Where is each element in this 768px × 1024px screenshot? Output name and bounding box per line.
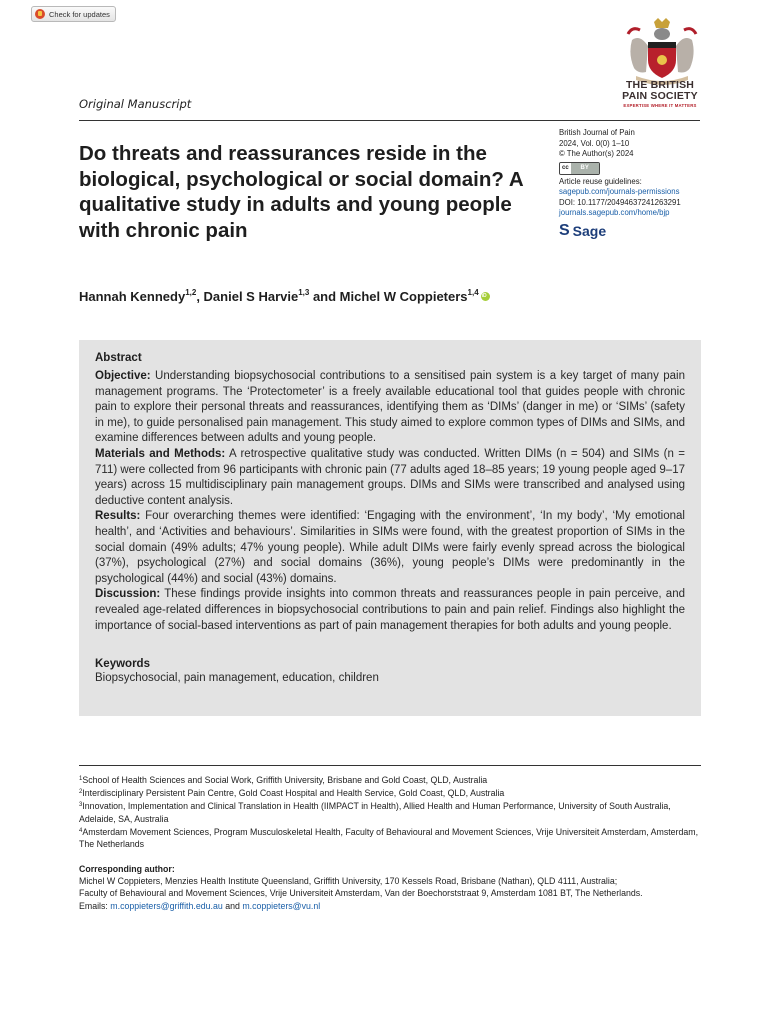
affiliation-number: 1: [79, 776, 83, 782]
sage-wordmark: Sage: [572, 222, 607, 239]
journal-info: [559, 128, 709, 239]
affiliation-number: 4: [79, 827, 83, 834]
author-list: [79, 288, 490, 304]
section-text: Understanding biopsychosocial contributions to a sensitised pain system is a key target of many pain management programs. The ‘Protectometer’ is a freely available educational tool that guides people with chronic pain to explore their personal threats and reassurances, identifying them as ‘DIMs’ (danger in me) or ‘SIMs’ (safety in me), to guide personalised pain management. This study aimed to explore common types of DIMs and SIMs, and examine differences between adults and young people.: [95, 370, 685, 445]
footnote-divider: [79, 765, 701, 766]
affiliation-item: [79, 786, 704, 799]
abstract-discussion: [95, 587, 685, 634]
reuse-guidelines-label: Article reuse guidelines:: [559, 176, 642, 186]
check-for-updates-button[interactable]: [31, 6, 116, 22]
orcid-icon[interactable]: [481, 292, 490, 301]
journal-volume: 2024, Vol. 0(0) 1–10: [559, 138, 630, 148]
section-label: Materials and Methods:: [95, 447, 226, 460]
corresponding-heading: Corresponding author:: [79, 864, 175, 874]
abstract-heading: Abstract: [95, 352, 142, 364]
affiliation-text: Innovation, Implementation and Clinical Translation in Health (IIMPACT in Health), Allied Health and Human Performance, University of South Australia, Adelaide, SA, Australia: [79, 801, 671, 824]
section-label: Objective:: [95, 370, 151, 382]
logo-line-2: PAIN SOCIETY: [622, 90, 698, 102]
corresponding-line-2: Faculty of Behavioural and Movement Sciences, Vrije Universiteit Amsterdam, Van der Boechorststraat 9, Amsterdam 1081 BT, The Netherlands.: [79, 888, 643, 899]
email-link-griffith[interactable]: m.coppieters@griffith.edu.au: [110, 900, 223, 911]
abstract-objective: [95, 369, 685, 447]
affiliation-item: [79, 825, 704, 850]
affiliation-item: [79, 773, 704, 786]
emails-and: and: [225, 900, 240, 911]
check-for-updates-label: Check for updates: [49, 9, 110, 19]
email-link-vu[interactable]: m.coppieters@vu.nl: [242, 900, 321, 911]
section-text: Four overarching themes were identified: ‘Engaging with the environment’, ‘In my body’, ‘My emotional health’, and ‘Activities and behaviours’. Similarities in SIMs were found, with the greatest proportion of SIMs in the social domain (49% adults; 47% young people). While adult DIMs were fairly evenly spread across the biological (37%), psychological (27%) and social domains (36%), young people’s DIMs were predominantly in the psychological (44%) and social (43%) domains.: [95, 510, 685, 585]
section-text: These findings provide insights into common threats and reassurances people in pain perceive, and revealed age-related differences in biopsychosocial contributions to pain and pain relief. Findings also highlight the importance of social-based interventions as part of pain management therapies for both adults and young people.: [95, 588, 685, 632]
abstract-results: [95, 509, 685, 587]
doi-text: DOI: 10.1177/20494637241263291: [559, 197, 681, 207]
section-label: Discussion:: [95, 588, 161, 601]
affiliation-text: Interdisciplinary Persistent Pain Centre, Gold Coast Hospital and Health Service, Gold Coast, QLD, Australia: [82, 788, 505, 799]
cc-icon: cc: [560, 163, 571, 174]
logo-wordmark: [614, 80, 706, 108]
keywords-text: Biopsychosocial, pain management, education, children: [95, 672, 379, 685]
sage-s-icon: S: [559, 221, 570, 239]
author-affiliation-marker: 1,4: [467, 288, 479, 297]
affiliation-item: [79, 799, 704, 824]
author-separator: and: [309, 289, 340, 304]
author-name: Michel W Coppieters: [339, 289, 468, 304]
cc-by-license-badge[interactable]: [559, 162, 600, 175]
author-affiliation-marker: 1,3: [298, 288, 310, 297]
article-type-label: Original Manuscript: [79, 97, 192, 111]
author-name: Hannah Kennedy: [79, 289, 186, 304]
logo-tagline: EXPERTISE WHERE IT MATTERS: [623, 103, 697, 108]
author-name: Daniel S Harvie: [203, 289, 299, 304]
by-icon: BY: [571, 163, 599, 174]
abstract-methods: [95, 447, 685, 509]
emails-label: Emails:: [79, 900, 108, 911]
affiliation-text: School of Health Sciences and Social Work, Griffith University, Brisbane and Gold Coast, QLD, Australia: [82, 775, 488, 785]
permissions-link[interactable]: sagepub.com/journals-permissions: [559, 187, 680, 196]
journal-home-link[interactable]: journals.sagepub.com/home/bjp: [559, 208, 670, 217]
journal-name: British Journal of Pain: [559, 128, 635, 137]
sage-logo[interactable]: [559, 223, 709, 239]
corresponding-line-1: Michel W Coppieters, Menzies Health Institute Queensland, Griffith University, 170 Kessels Road, Brisbane (Nathan), QLD 4111, Australia;: [79, 876, 618, 887]
header-divider: [79, 120, 700, 121]
author-affiliation-marker: 1,2: [185, 288, 197, 297]
section-text: A retrospective qualitative study was conducted. Written DIMs (n = 504) and SIMs (n = 711) were collected from 96 participants with chronic pain (77 adults aged 18–85 years; 19 young people aged 9–17 years) across 15 multidisciplinary pain management groups. DIMs and SIMs were transcribed and analysed using deductive content analysis.: [95, 447, 685, 507]
keywords-heading: Keywords: [95, 658, 150, 671]
section-label: Results:: [95, 510, 141, 523]
author-separator: ,: [196, 289, 204, 304]
affiliations: [79, 773, 704, 850]
affiliation-number: 2: [79, 789, 83, 796]
journal-copyright: © The Author(s) 2024: [559, 149, 634, 158]
abstract-panel: [79, 340, 701, 716]
affiliation-number: 3: [79, 802, 83, 809]
corresponding-author: [79, 863, 704, 912]
affiliation-text: Amsterdam Movement Sciences, Program Musculoskeletal Health, Faculty of Behavioural and Movement Sciences, Vrije Universiteit Amsterdam, Amsterdam, The Netherlands: [79, 826, 699, 850]
crossmark-icon: [35, 9, 45, 19]
logo-line-1: THE BRITISH: [625, 79, 695, 91]
article-title: Do threats and reassurances reside in the biological, psychological or social domain? A qualitative study in adults and young people with chronic pain: [79, 142, 523, 242]
